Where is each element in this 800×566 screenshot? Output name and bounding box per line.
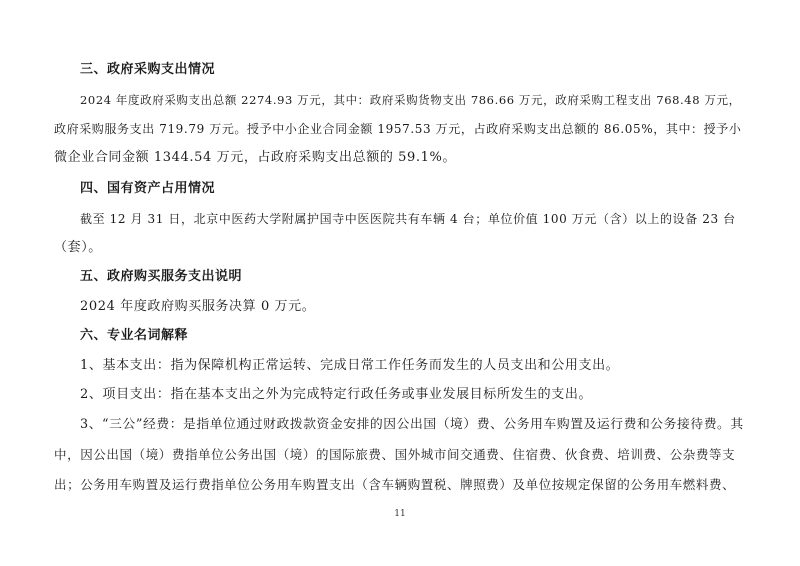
paragraph-line: 政府采购服务支出 719.79 万元。授予中小企业合同金额 1957.53 万元，占政府采购支出总额的 86.05%，其中：授予小 bbox=[54, 122, 742, 136]
paragraph-line: 2024 年度政府购买服务决算 0 万元。 bbox=[80, 299, 316, 314]
section-heading-services: 五、政府购买服务支出说明 bbox=[80, 269, 243, 284]
paragraph-line: 中，因公出国（境）费指单位公务出国（境）的国际旅费、国外城市间交通费、住宿费、伙食费、培训费、公杂费等支 bbox=[54, 447, 736, 462]
paragraph-line: 出；公务用车购置及运行费指单位公务用车购置支出（含车辆购置税、牌照费）及单位按规定保留的公务用车燃料费、 bbox=[54, 477, 736, 492]
paragraph-line: 2024 年度政府采购支出总额 2274.93 万元，其中：政府采购货物支出 786.66 万元，政府采购工程支出 768.48 万元， bbox=[80, 93, 741, 107]
glossary-item-project: 2、项目支出：指在基本支出之外为完成特定行政任务或事业发展目标所发生的支出。 bbox=[80, 387, 593, 402]
glossary-item-three-public: 3、“三公”经费：是指单位通过财政拨款资金安排的因公出国（境）费、公务用车购置及运行费和公务接待费。其 bbox=[80, 417, 744, 432]
paragraph-line: 微企业合同金额 1344.54 万元，占政府采购支出总额的 59.1%。 bbox=[54, 150, 457, 165]
section-heading-procurement: 三、政府采购支出情况 bbox=[80, 62, 216, 77]
section-heading-assets: 四、国有资产占用情况 bbox=[80, 181, 216, 196]
paragraph-line: 截至 12 月 31 日，北京中医药大学附属护国寺中医医院共有车辆 4 台；单位价值 100 万元（含）以上的设备 23 台 bbox=[80, 212, 736, 226]
paragraph-line: （套）。 bbox=[54, 240, 102, 255]
section-heading-glossary: 六、专业名词解释 bbox=[80, 328, 189, 343]
page-number: 11 bbox=[394, 509, 406, 519]
glossary-item-basic: 1、基本支出：指为保障机构正常运转、完成日常工作任务而发生的人员支出和公用支出。 bbox=[80, 358, 620, 373]
